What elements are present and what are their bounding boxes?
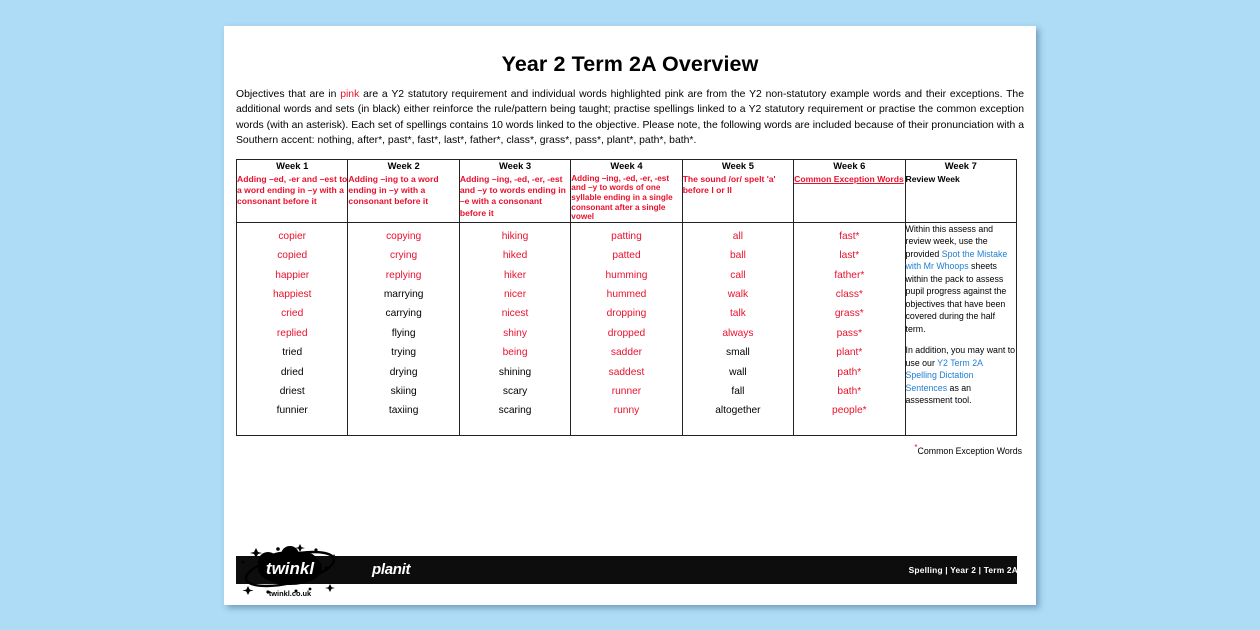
word-item: happiest [272,289,312,301]
word-list [348,223,458,435]
week-label: Week 4 [610,159,643,171]
word-item: copied [277,250,308,262]
word-item: small [726,347,750,359]
note-paragraph-2 [906,344,1016,406]
word-item: drying [389,366,418,378]
note-paragraph-1 [906,223,1016,335]
planit-it: it [401,561,411,578]
word-item: wall [729,366,747,378]
word-item: nicer [504,289,527,301]
week-label: Week 1 [276,159,309,171]
word-item: cried [281,308,304,320]
objective-text: Review Week [905,173,960,184]
column-header-week-2 [348,159,459,222]
footer-meta: Spelling | Year 2 | Term 2A [908,565,1018,575]
note-p1-text-a: Within this assess and review week, use the provided [905,223,994,259]
overview-table [236,159,1017,436]
word-item: scary [502,386,528,398]
word-item: carrying [385,308,422,320]
word-item: fall [731,386,745,398]
word-item: fast* [839,230,860,242]
word-item: last* [839,250,860,262]
objective-text: Adding –ing, -ed, -er, -est and –y to words of one syllable ending in a single consonant after a single vowel [571,173,673,222]
column-header-week-6 [794,159,905,222]
word-item: happier [275,269,310,281]
document-sheet [236,34,1024,598]
twinkl-logo [238,542,374,600]
word-list [683,223,793,435]
week-label: Week 2 [387,159,420,171]
note-p2-text-b: as an assessment tool. [905,382,972,406]
column-header-week-3 [459,159,570,222]
page-title: Year 2 Term 2A Overview [501,52,759,76]
word-item: dropping [606,308,647,320]
word-item: plant* [836,347,863,359]
objective-text: Adding –ing to a word ending in –y with a consonant before it [348,173,439,207]
word-item: humming [605,269,648,281]
objective-text: Common Exception Words [794,173,904,184]
word-list [237,223,347,435]
asterisk-marker: * [914,442,918,452]
word-item: hiker [504,269,527,281]
word-item: replying [385,269,422,281]
spot-the-mistake-link[interactable]: Spot the Mistake with Mr Whoops [905,248,1008,272]
week-label: Week 3 [498,159,532,171]
note-p2-text-a: In addition, you may want to use our [905,345,1016,368]
footnote-text: Common Exception Words [917,445,1022,456]
word-item: tried [282,347,303,359]
word-item: dried [280,366,304,378]
intro-pink-word: pink [340,89,360,100]
word-item: crying [390,250,418,262]
footnote [236,443,1024,456]
twinkl-logo-svg [238,542,374,600]
word-item: sadder [610,347,643,359]
word-item: skiing [390,386,417,398]
review-week-note [905,222,1016,435]
week-label: Week 7 [944,159,977,171]
word-item: people* [832,405,867,417]
word-item: runner [611,386,642,398]
column-header-week-4 [571,159,682,222]
table-row [237,222,1017,435]
word-item: always [722,327,754,339]
word-item: class* [835,289,863,301]
word-item: hiking [501,230,529,242]
word-item: altogether [715,405,761,417]
document-page [224,26,1036,605]
twinkl-url: twinkl.co.uk [268,589,312,598]
column-header-week-7 [905,159,1016,222]
word-item: call [730,269,746,281]
dictation-sentences-link[interactable]: Y2 Term 2A Spelling Dictation Sentences [905,357,983,393]
word-list [794,223,904,435]
word-item: ball [729,250,746,262]
objective-text: Adding –ing, -ed, -er, -est and –y to words ending in –e with a consonant before it [459,173,566,218]
word-item: walk [727,289,749,301]
word-item: saddest [608,366,645,378]
word-list-week-6 [794,222,905,435]
table-header [237,159,1017,222]
word-list-week-3 [459,222,570,435]
word-item: talk [729,308,746,320]
note-p1-text-b: sheets within the pack to assess pupil progress against the objectives that have been covered during the half term. [905,261,1007,334]
word-item: flying [391,327,416,339]
word-list [571,223,681,435]
header-row [237,159,1017,222]
word-item: scaring [498,405,532,417]
intro-part2: are a Y2 statutory requirement and individual words highlighted pink are from the Y2 non-statutory example words and their exceptions. The additional words and sets (in black) either reinforce the rule/pattern being taught; practise spellings linked to a Y2 statutory requirement or practise the common exception words (with an asterisk). Each set of spellings contains 10 words linked to the objective. Please note, the following words are included because of their pronunciation with a Southern accent: nothing, after*, past*, fast*, last*, father*, class*, grass*, pass*, plant*, path*, bath*. [236,89,1024,147]
word-item: nicest [501,308,529,320]
word-item: pass* [836,327,863,339]
planit-wordmark [372,561,410,578]
word-item: father* [834,269,865,281]
objective-text: The sound /or/ spelt 'a' before l or ll [682,173,776,195]
word-item: funnier [276,405,308,417]
word-item: taxiing [388,405,419,417]
word-item: hummed [606,289,647,301]
word-item: runny [613,405,640,417]
word-item: copier [278,230,307,242]
word-item: driest [279,386,305,398]
intro-paragraph [236,87,1024,149]
word-item: trying [391,347,417,359]
word-item: path* [837,366,862,378]
word-item: patted [612,250,641,262]
word-item: hiked [502,250,528,262]
column-header-week-5 [682,159,793,222]
word-item: marrying [383,289,424,301]
twinkl-wordmark: twinkl [265,559,315,578]
word-item: shiny [503,327,527,339]
column-header-week-1 [237,159,348,222]
word-list-week-2 [348,222,459,435]
table-body [237,222,1017,435]
objective-text: Adding –ed, -er and –est to a word ending in –y with a consonant before it [237,173,348,207]
word-item: shining [498,366,532,378]
word-list-week-4 [571,222,682,435]
word-item: replied [276,327,308,339]
word-list-week-5 [682,222,793,435]
word-list-week-1 [237,222,348,435]
week-label: Week 5 [721,159,754,171]
word-item: bath* [837,386,862,398]
word-item: dropped [607,327,646,339]
word-item: all [732,230,743,242]
word-item: patting [611,230,642,242]
planit-plan: plan [372,561,402,578]
word-item: copying [386,230,422,242]
week-label: Week 6 [833,159,866,171]
intro-part1: Objectives that are in [236,89,341,100]
word-item: being [502,347,528,359]
word-item: grass* [834,308,864,320]
word-list [460,223,570,435]
